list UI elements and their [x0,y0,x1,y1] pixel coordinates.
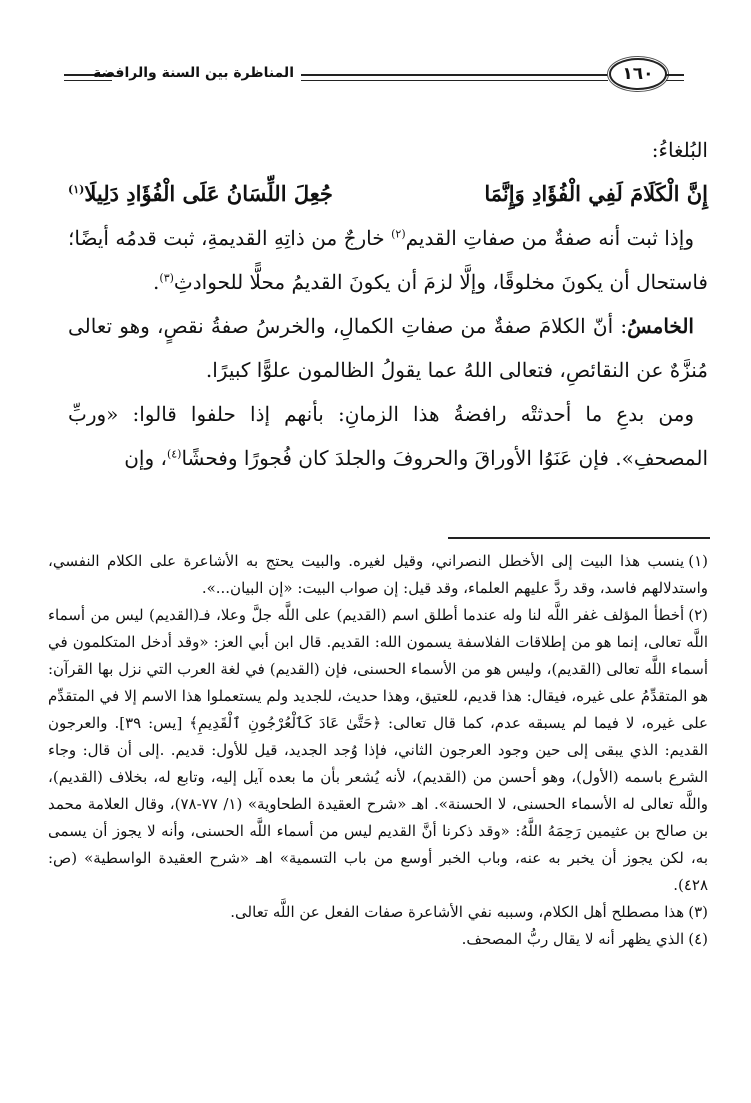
footnote-number: (٢) [688,606,708,624]
footnotes [48,548,708,953]
footnote-text: أخطأ المؤلف غفر اللَّه لنا وله عندما أطلق اسم (القديم) على اللَّه جلَّ وعلا، فـ(القديم) ليس من أسماء اللَّه تعالى، إنما هو من إطلاقات الفلاسفة يسمون الله: القديم. قال ابن أبي العز: «وقد أدخل المتكلمون في أسماء اللَّه تعالى (القديم)، وليس هو من الأسماء الحسنى، فإن (القديم) في لغة العرب التي نزل بها القرآن: هو المتقدِّمُ على غيره، فيقال: هذا قديم، للعتيق، وهذا حديث، للجديد ولم يستعملوا هذا الاسم إلا في المتقدِّم على غيره، لا فيما لم يسبقه عدم، كما قال تعالى: ﴿حَتَّىٰ عَادَ كَٱلْعُرْجُونِ ٱلْقَدِيمِ﴾ [يس: ٣٩]. والعرجون القديم: الذي يبقى إلى حين وجود العرجون الثاني، فإذا وُجد الجديد، قيل للأول: قديم. .إلى أن قال: وجاء الشرع باسمه (الأول)، وهو أحسن من (القديم)، لأنه يُشعر بأن ما بعده آيل إليه، وتابع له، بخلاف (القديم)، واللَّه تعالى له الأسماء الحسنى، لا الحسنة». اهـ «شرح العقيدة الطحاوية» (١/ ٧٧-٧٨)، وقال العلامة محمد بن صالح بن عثيمين رَحِمَهُ اللَّهُ: «وقد ذكرنا أنَّ القديم ليس من أسماء اللَّه الحسنى، وأنه لا يجوز أن يسمى به، لكن يجوز أن يخبر به عنه، وباب الخبر أوسع من باب التسمية» اهـ «شرح العقيدة الواسطية» (ص: ٤٢٨). [48,606,708,894]
paragraph-1-text-b: خارجٌ من ذاتِهِ القديمةِ، ثبت قدمُه أيضًا؛ فاستحال أن يكونَ مخلوقًا، وإلَّا لزمَ أن يكونَ القديمُ محلًّا للحوادثِ [68,226,708,294]
footnote-3 [48,899,708,926]
footnote-2 [48,602,708,899]
poetry-verse [68,172,708,216]
footnote-ref-3[interactable]: (٣) [159,271,174,285]
verse-hemistich-1: إِنَّ الْكَلَامَ لَفِي الْفُؤَادِ وَإِنَّمَا [484,181,708,206]
header-rule-right [666,74,684,81]
paragraph-1-text-c: . [153,270,160,294]
running-title: المناظرة بين السنة والرافضة [93,65,294,81]
footnote-text: هذا مصطلح أهل الكلام، وسببه نفي الأشاعرة صفات الفعل عن اللَّه تعالى. [230,903,685,921]
page-number-badge: ١٦٠ [609,58,667,90]
intro-line: البُلغاءُ: [651,138,708,162]
footnote-text: الذي يظهر أنه لا يقال ربُّ المصحف. [461,930,685,948]
verse-hemistich-2-wrap [68,172,333,216]
paragraph-3 [68,392,708,480]
page-header [64,58,684,88]
footnote-4 [48,926,708,953]
header-rule-middle [301,74,608,81]
footnote-number: (١) [688,552,708,570]
footnote-text: ينسب هذا البيت إلى الأخطل النصراني، وقيل لغيره. والبيت يحتج به الأشاعرة على الكلام النفسي، واستدلالهم فاسد، وقد ردَّ عليهم العلماء، وقد قيل: إن صواب البيت: «إن البيان...». [48,552,708,597]
footnote-ref-1[interactable]: (١) [68,183,85,196]
paragraph-1 [68,216,708,304]
paragraph-2-lead: الخامسُ [627,314,694,338]
paragraph-1-text-a: وإذا ثبت أنه صفةٌ من صفاتِ القديم [405,226,694,250]
footnote-ref-2[interactable]: (٢) [391,227,406,241]
paragraph-3-text-b: ، وإن [124,446,167,470]
footnote-number: (٤) [688,930,708,948]
footnote-number: (٣) [688,903,708,921]
paragraph-2-text: : أنّ الكلامَ صفةٌ من صفاتِ الكمالِ، والخرسُ صفةُ نقصٍ، وهو تعالى مُنزَّهٌ عن النقائصِ، فتعالى اللهُ عما يقولُ الظالمون علوًّا كبيرًا. [68,314,708,382]
footnote-separator [448,537,710,539]
footnote-1 [48,548,708,602]
footnote-ref-4[interactable]: (٤) [166,447,182,461]
paragraph-3-text-a: ومن بدعِ ما أحدثتْه رافضةُ هذا الزمانِ: بأنهم إذا حلفوا قالوا: «وربِّ المصحفِ». فإن عَنَوُا الأوراقَ والحروفَ والجلدَ كان فُجورًا وفحشًا [68,402,708,470]
main-text [68,128,708,480]
paragraph-2 [68,304,708,392]
verse-hemistich-2: جُعِلَ اللِّسَانُ عَلَى الْفُؤَادِ دَلِيلَا [84,181,333,206]
